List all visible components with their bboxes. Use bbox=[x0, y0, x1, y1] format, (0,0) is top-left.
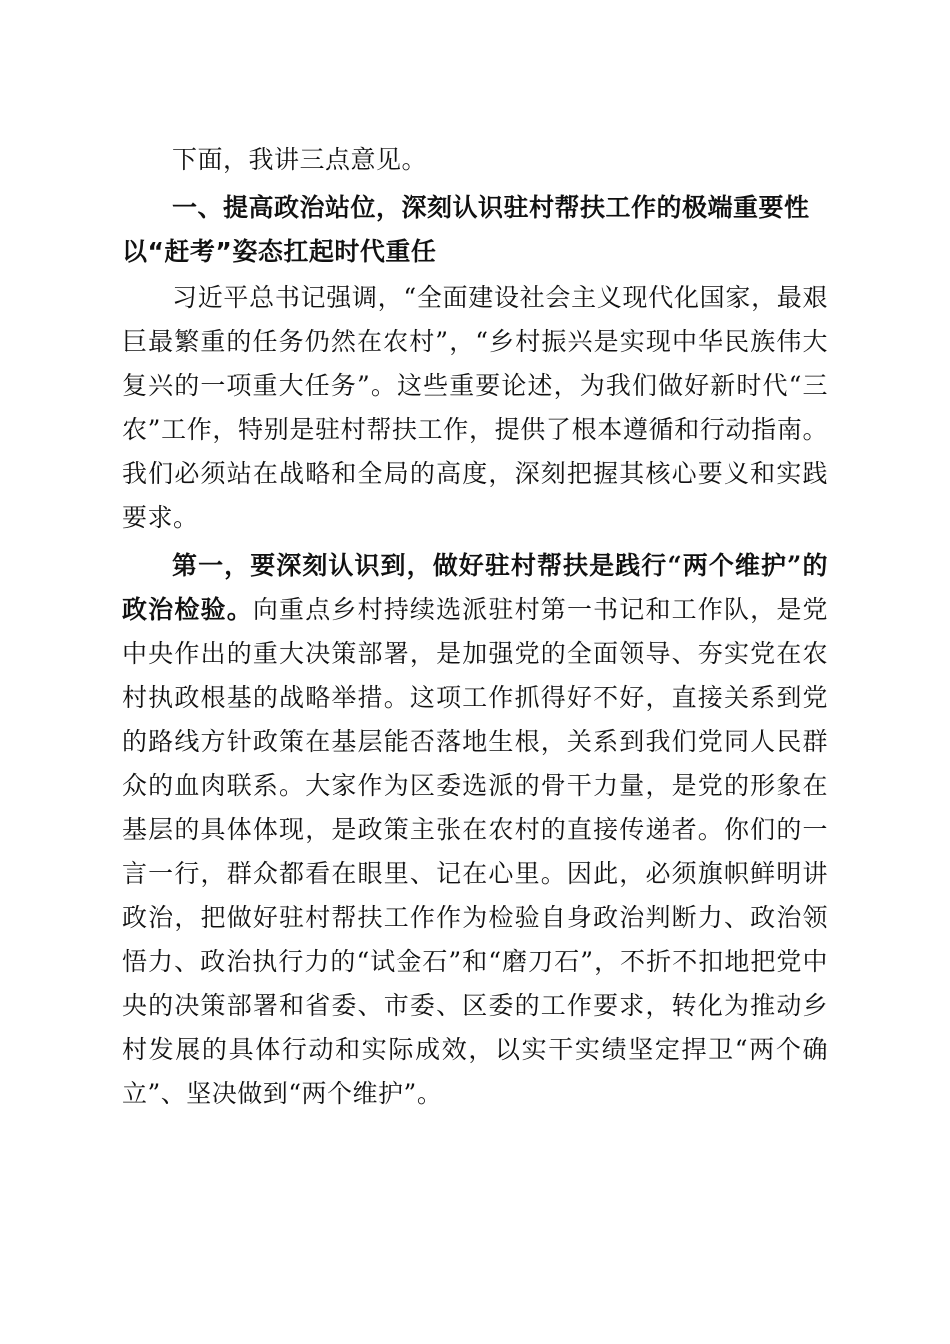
document-body bbox=[122, 138, 828, 1116]
paragraph-2-lead: 第一，要深刻认识到，做好驻村帮扶是践行“两个维护”的政治检验。 bbox=[122, 551, 828, 624]
body-paragraph-2 bbox=[122, 544, 828, 1116]
paragraph-2-body: 向重点乡村持续选派驻村第一书记和工作队，是党中央作出的重大决策部署，是加强党的全面领导、夯实党在农村执政根基的战略举措。这项工作抓得好不好，直接关系到党的路线方针政策在基层能否落地生根，关系到我们党同人民群众的血肉联系。大家作为区委选派的骨干力量，是党的形象在基层的具体体现，是政策主张在农村的直接传递者。你们的一言一行，群众都看在眼里、记在心里。因此，必须旗帜鲜明讲政治，把做好驻村帮扶工作作为检验自身政治判断力、政治领悟力、政治执行力的“试金石”和“磨刀石”，不折不扣地把党中央的决策部署和省委、市委、区委的工作要求，转化为推动乡村发展的具体行动和实际成效，以实干实绩坚定捍卫“两个确立”、坚决做到“两个维护”。 bbox=[122, 595, 828, 1108]
body-paragraph-1: 习近平总书记强调，“全面建设社会主义现代化国家，最艰巨最繁重的任务仍然在农村”，“乡村振兴是实现中华民族伟大复兴的一项重大任务”。这些重要论述，为我们做好新时代“三农”工作，特别是驻村帮扶工作，提供了根本遵循和行动指南。我们必须站在战略和全局的高度，深刻把握其核心要义和实践要求。 bbox=[122, 283, 828, 532]
intro-paragraph: 下面，我讲三点意见。 bbox=[172, 145, 428, 174]
section-heading: 一、提高政治站位，深刻认识驻村帮扶工作的极端重要性以“赶考”姿态扛起时代重任 bbox=[122, 193, 810, 266]
